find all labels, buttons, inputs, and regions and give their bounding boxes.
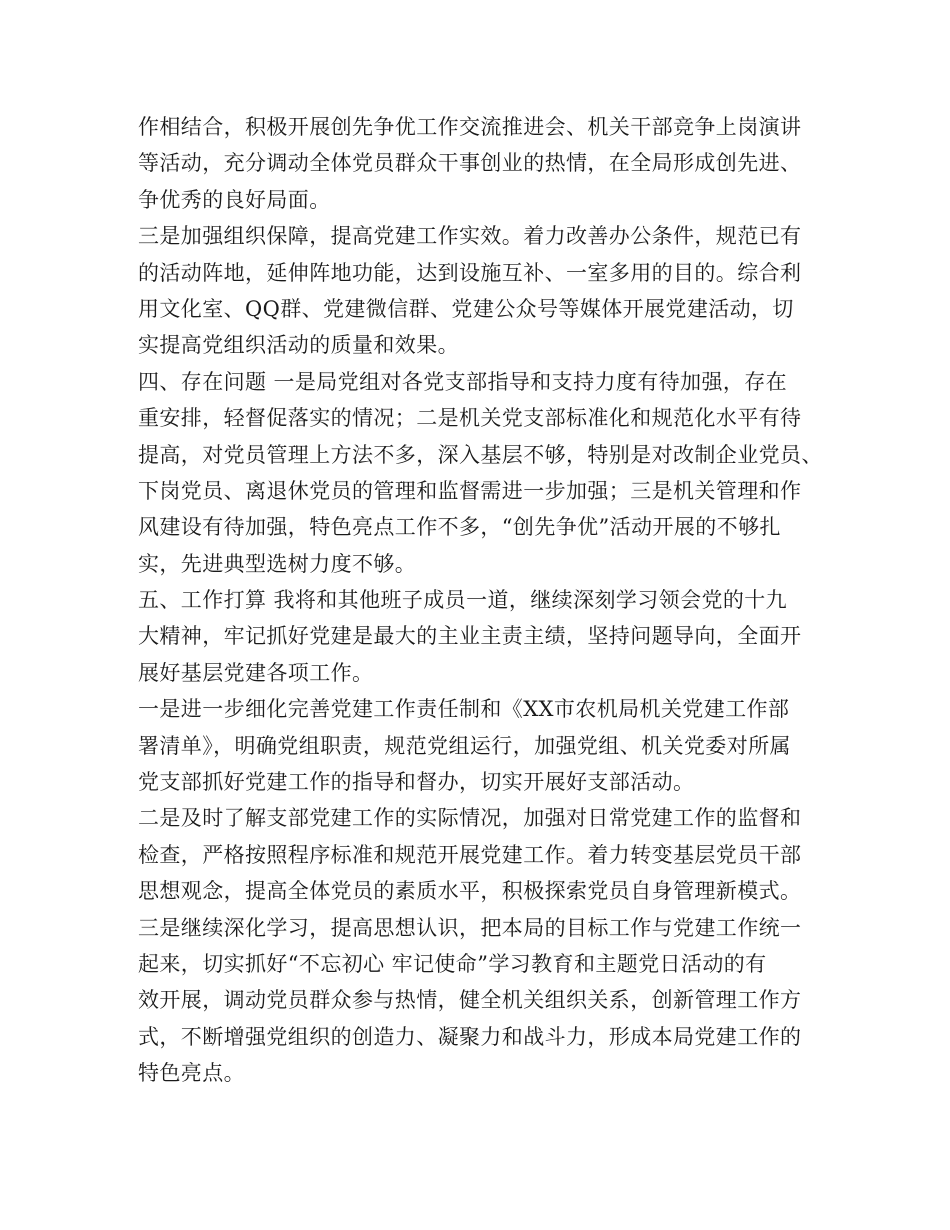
text-line: 式，不断增强党组织的创造力、凝聚力和战斗力，形成本局党建工作的 <box>138 1024 802 1049</box>
text-line: 五、工作打算 我将和其他班子成员一道，继续深刻学习领会党的十九 <box>138 588 788 613</box>
text-line: 检查，严格按照程序标准和规范开展党建工作。着力转变基层党员干部 <box>138 842 802 867</box>
text-line: 等活动，充分调动全体党员群众干事创业的热情，在全局形成创先进、 <box>138 151 802 176</box>
text-line: 实，先进典型选树力度不够。 <box>138 551 417 576</box>
text-line: 效开展，调动党员群众参与热情，健全机关组织关系，创新管理工作方 <box>138 988 802 1013</box>
text-line: 三是加强组织保障，提高党建工作实效。着力改善办公条件，规范已有 <box>138 224 802 249</box>
text-line: 争优秀的良好局面。 <box>138 187 331 212</box>
text-line: 起来，切实抓好“不忘初心 牢记使命”学习教育和主题党日活动的有 <box>138 951 767 976</box>
text-line: 实提高党组织活动的质量和效果。 <box>138 333 459 358</box>
text-line: 用文化室、QQ群、党建微信群、党建公众号等媒体开展党建活动，切 <box>138 296 794 321</box>
text-line: 思想观念，提高全体党员的素质水平，积极探索党员自身管理新模式。 <box>138 879 802 904</box>
text-line: 四、存在问题 一是局党组对各党支部指导和支持力度有待加强，存在 <box>138 369 788 394</box>
text-line: 展好基层党建各项工作。 <box>138 660 374 685</box>
text-line: 风建设有待加强，特色亮点工作不多，“创先争优”活动开展的不够扎 <box>138 515 781 540</box>
text-line: 的活动阵地，延伸阵地功能，达到设施互补、一室多用的目的。综合利 <box>138 260 802 285</box>
text-line: 大精神，牢记抓好党建是最大的主业主责主绩，坚持问题导向，全面开 <box>138 624 802 649</box>
text-line: 二是及时了解支部党建工作的实际情况，加强对日常党建工作的监督和 <box>138 806 802 831</box>
text-line: 重安排，轻督促落实的情况；二是机关党支部标准化和规范化水平有待 <box>138 406 802 431</box>
text-line: 特色亮点。 <box>138 1061 245 1086</box>
text-line: 署清单》，明确党组职责，规范党组运行，加强党组、机关党委对所属 <box>138 733 791 758</box>
text-line: 作相结合，积极开展创先争优工作交流推进会、机关干部竞争上岗演讲 <box>138 115 802 139</box>
text-line: 提高，对党员管理上方法不多，深入基层不够，特别是对改制企业党员、 <box>138 442 823 467</box>
text-line: 三是继续深化学习，提高思想认识，把本局的目标工作与党建工作统一 <box>138 915 802 940</box>
document-body <box>138 109 838 1092</box>
text-line: 下岗党员、离退休党员的管理和监督需进一步加强；三是机关管理和作 <box>138 478 802 503</box>
text-line: 党支部抓好党建工作的指导和督办，切实开展好支部活动。 <box>138 770 695 795</box>
text-line: 一是进一步细化完善党建工作责任制和《XX市农机局机关党建工作部 <box>138 697 790 722</box>
